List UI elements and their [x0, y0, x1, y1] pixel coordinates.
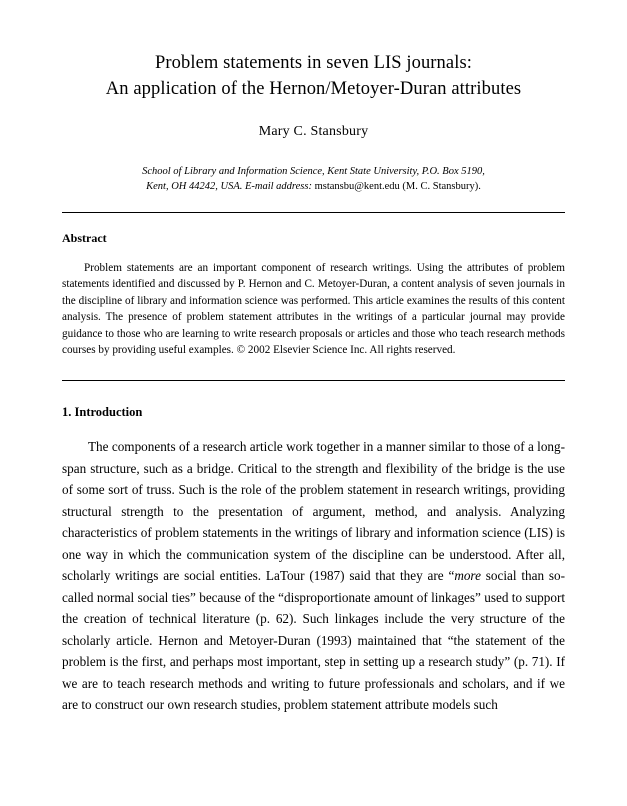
author-affiliation — [62, 164, 565, 194]
introduction-heading: 1. Introduction — [62, 405, 143, 420]
introduction-body — [62, 436, 565, 716]
author-name: Mary C. Stansbury — [258, 124, 369, 139]
divider-top — [62, 212, 565, 213]
title-line-1: Problem statements in seven LIS journals: — [154, 53, 472, 73]
affiliation-email-value: mstansbu@kent.edu (M. C. Stansbury). — [311, 181, 481, 192]
intro-emphasis-more: more — [454, 568, 481, 584]
affiliation-email-label: Kent, OH 44242, USA. E-mail address: — [146, 181, 312, 192]
article-title — [62, 50, 565, 102]
intro-text-part-2: social than so-called normal social ties” because of the “disproportionate amount of linkages” used to support the creation of technical literature (p. 62). Such linkages include the very structure of the scholarly article. Hernon and Metoyer-Duran (1993) maintained that “the statement of the problem is the first, and perhaps most important, step in setting up a research study” (p. 71). If we are to teach research methods and writing to future professionals and scholars, and if we are to construct our own research studies, problem statement attribute models such — [62, 568, 565, 713]
affiliation-line-2 — [62, 179, 565, 194]
intro-text-part-1: The components of a research article work together in a manner similar to those of a long-span structure, such as a bridge. Critical to the strength and flexibility of the bridge is the use of some sort of truss. Such is the role of the problem statement in research writings, providing structural strength to the presentation of argument, method, and analysis. Analyzing characteristics of problem statements in the writings of library and information science (LIS) is one way in which the communication system of the discipline can be understood. After all, scholarly writings are social entities. LaTour (1987) said that they are “ — [62, 439, 565, 584]
affiliation-line-1: School of Library and Information Science, Kent State University, P.O. Box 5190, — [142, 166, 485, 177]
title-line-2: An application of the Hernon/Metoyer-Duran attributes — [105, 79, 522, 99]
abstract-heading: Abstract — [62, 231, 107, 245]
abstract-body: Problem statements are an important component of research writings. Using the attributes of problem statements identified and discussed by P. Hernon and C. Metoyer-Duran, a content analysis of seven journals in the discipline of library and information science was performed. This article examines the results of this content analysis. The presence of problem statement attributes in the writings of a particular journal may provide guidance to those who are learning to write research proposals or articles and those who teach research methods courses by providing useful examples. © 2002 Elsevier Science Inc. All rights reserved. — [62, 262, 565, 357]
divider-bottom — [62, 380, 565, 381]
